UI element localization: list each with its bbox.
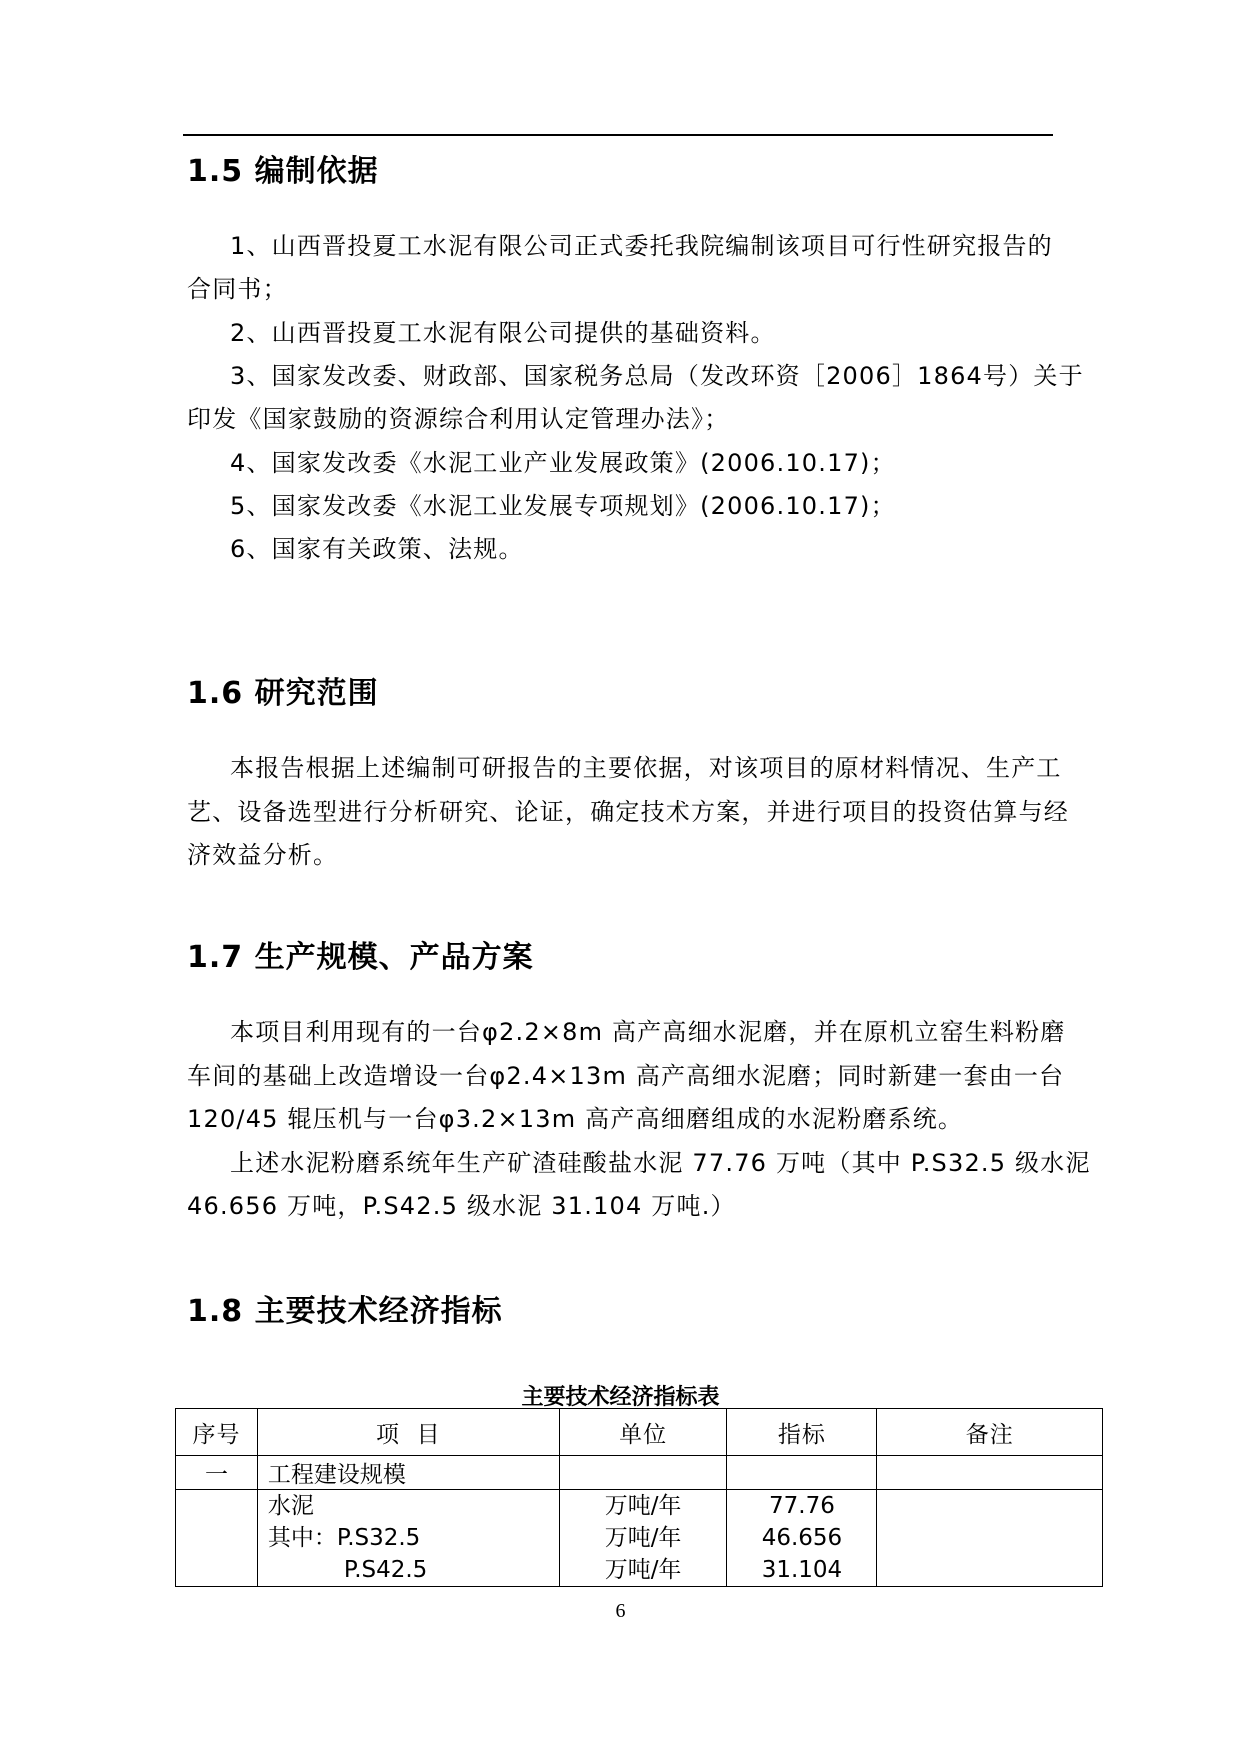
item-name: 水泥 [267,1493,314,1519]
section-no: 一 [176,1456,258,1490]
section-value [727,1456,877,1490]
items-units [559,1490,727,1587]
item-unit: 万吨/年 [604,1525,682,1551]
item-unit: 万吨/年 [604,1557,682,1583]
items-no [176,1490,258,1587]
item-name: 其中：P.S32.5 [267,1525,421,1551]
scope-line-2: 艺、设备选型进行分析研究、论证，确定技术方案，并进行项目的投资估算与经 [187,798,1069,826]
basis-item-5: 5、国家发改委《水泥工业发展专项规划》(2006.10.17)； [230,492,896,520]
basis-item-6: 6、国家有关政策、法规。 [230,535,524,563]
header-rule [183,134,1053,136]
basis-item-3-line2: 印发《国家鼓励的资源综合利用认定管理办法》； [187,405,730,433]
header-no: 序号 [176,1409,258,1456]
scale-para1-line2: 车间的基础上改造增设一台φ2.4×13m 高产高细水泥磨；同时新建一套由一台 [187,1062,1065,1090]
section-heading-1-8: 1.8 主要技术经济指标 [187,1294,503,1329]
section-heading-1-6: 1.6 研究范围 [187,676,379,711]
scope-line-3: 济效益分析。 [187,841,339,869]
items-values [727,1490,877,1587]
item-value: 31.104 [761,1557,843,1583]
basis-item-1-line1: 1、山西晋投夏工水泥有限公司正式委托我院编制该项目可行性研究报告的 [230,232,1053,260]
table-row [176,1456,1103,1490]
scale-para1-line1: 本项目利用现有的一台φ2.2×8m 高产高细水泥磨，并在原机立窑生料粉磨 [230,1018,1066,1046]
basis-item-4: 4、国家发改委《水泥工业产业发展政策》(2006.10.17)； [230,449,896,477]
table-header-row [176,1409,1103,1456]
item-value: 46.656 [761,1525,843,1551]
header-unit: 单位 [559,1409,727,1456]
basis-item-2: 2、山西晋投夏工水泥有限公司提供的基础资料。 [230,319,776,347]
table-title: 主要技术经济指标表 [521,1385,720,1410]
header-item: 项 目 [257,1409,559,1456]
header-value: 指标 [727,1409,877,1456]
item-name: P.S42.5 [343,1557,428,1583]
section-remark [877,1456,1103,1490]
section-name: 工程建设规模 [257,1456,559,1490]
indicators-table [175,1408,1103,1587]
section-heading-1-7: 1.7 生产规模、产品方案 [187,940,534,975]
items-names [257,1490,559,1587]
item-value: 77.76 [769,1493,835,1519]
section-unit [559,1456,727,1490]
item-unit: 万吨/年 [604,1493,682,1519]
scale-para1-line3: 120/45 辊压机与一台φ3.2×13m 高产高细磨组成的水泥粉磨系统。 [187,1105,964,1133]
scope-line-1: 本报告根据上述编制可研报告的主要依据，对该项目的原材料情况、生产工 [230,754,1062,782]
basis-item-3-line1: 3、国家发改委、财政部、国家税务总局（发改环资［2006］1864号）关于 [230,362,1084,390]
scale-para2-line2: 46.656 万吨，P.S42.5 级水泥 31.104 万吨.） [187,1192,736,1220]
page-number: 6 [615,1600,626,1622]
header-remark: 备注 [877,1409,1103,1456]
items-remark [877,1490,1103,1587]
section-heading-1-5: 1.5 编制依据 [187,154,379,189]
scale-para2-line1: 上述水泥粉磨系统年生产矿渣硅酸盐水泥 77.76 万吨（其中 P.S32.5 级水泥 [230,1149,1091,1177]
table-row [176,1490,1103,1587]
basis-item-1-line2: 合同书； [187,275,288,303]
